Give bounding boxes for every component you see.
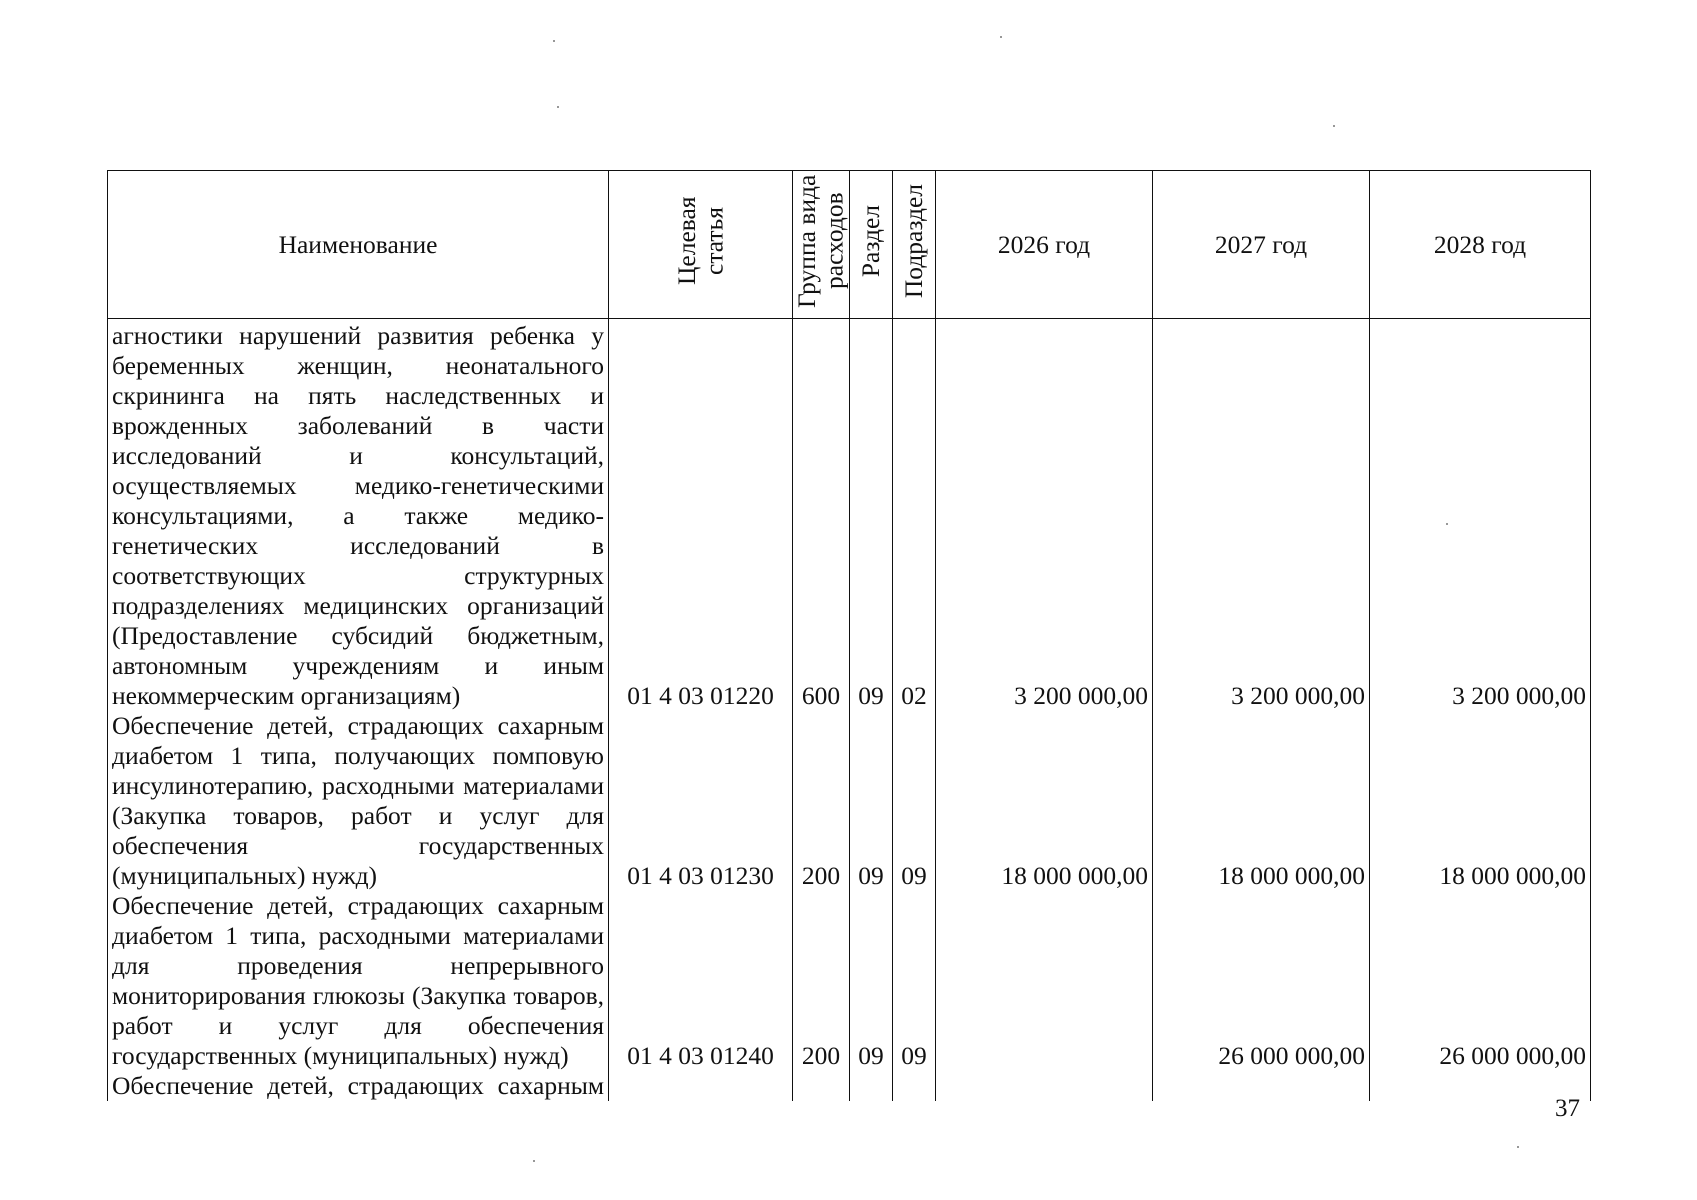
row-amount-2026: 3 200 000,00 <box>936 319 1153 712</box>
row-subsection: 09 <box>893 891 936 1071</box>
table-row <box>108 1071 1591 1101</box>
header-expense-group <box>793 171 850 319</box>
header-subsection-text: Подраздел <box>899 183 929 299</box>
row-subsection: 09 <box>893 711 936 891</box>
row-target-article: 01 4 03 01230 <box>609 711 793 891</box>
row-subsection <box>893 1071 936 1101</box>
row-section: 09 <box>850 891 893 1071</box>
header-2027: 2027 год <box>1153 171 1370 319</box>
header-2028: 2028 год <box>1370 171 1591 319</box>
scan-speck <box>533 1160 535 1162</box>
row-amount-2026 <box>936 891 1153 1071</box>
header-target-article <box>609 171 793 319</box>
scan-speck <box>1000 36 1002 38</box>
scan-speck <box>557 106 559 108</box>
row-section: 09 <box>850 711 893 891</box>
scan-speck <box>1517 1146 1519 1148</box>
header-expense-group-text: Группа вида расходов <box>792 174 849 308</box>
row-amount-2028: 26 000 000,00 <box>1370 891 1591 1071</box>
row-amount-2027: 26 000 000,00 <box>1153 891 1370 1071</box>
header-subsection <box>893 171 936 319</box>
row-name: Обеспечение детей, страдающих сахарным диабетом 1 типа, получающих помповую инсулинотерапию, расходными материалами (Закупка товаров, работ и услуг для обеспечения государственных (муниципальных) нужд) <box>108 711 609 891</box>
budget-table <box>107 170 1591 1101</box>
table-row <box>108 319 1591 712</box>
row-expense-group: 200 <box>793 711 850 891</box>
row-section <box>850 1071 893 1101</box>
row-amount-2028: 18 000 000,00 <box>1370 711 1591 891</box>
row-name: Обеспечение детей, страдающих сахарным диабетом 1 типа, расходными материалами для проведения непрерывного мониторирования глюкозы (Закупка товаров, работ и услуг для обеспечения государственных (муниципальных) нужд) <box>108 891 609 1071</box>
row-target-article: 01 4 03 01220 <box>609 319 793 712</box>
row-amount-2028: 3 200 000,00 <box>1370 319 1591 712</box>
scan-speck <box>1333 125 1335 127</box>
row-expense-group: 600 <box>793 319 850 712</box>
row-subsection: 02 <box>893 319 936 712</box>
header-name: Наименование <box>108 171 609 319</box>
row-amount-2027 <box>1153 1071 1370 1101</box>
header-2026: 2026 год <box>936 171 1153 319</box>
table-row <box>108 891 1591 1071</box>
row-target-article <box>609 1071 793 1101</box>
row-expense-group: 200 <box>793 891 850 1071</box>
scan-speck <box>1446 523 1448 525</box>
header-section-text: Раздел <box>856 204 886 278</box>
row-name: агностики нарушений развития ребенка у беременных женщин, неонатального скрининга на пять наследственных и врожденных заболеваний в части исследований и консультаций, осуществляемых медико-генетическими консультациями, а также медико-генетических исследований в соответствующих структурных подразделениях медицинских организаций (Предоставление субсидий бюджетным, автономным учреждениям и иным некоммерческим организациям) <box>108 319 609 712</box>
table-header-row <box>108 171 1591 319</box>
row-amount-2026: 18 000 000,00 <box>936 711 1153 891</box>
row-amount-2027: 18 000 000,00 <box>1153 711 1370 891</box>
table-row <box>108 711 1591 891</box>
page-number: 37 <box>1555 1095 1580 1122</box>
row-section: 09 <box>850 319 893 712</box>
row-name: Обеспечение детей, страдающих сахарным <box>108 1071 609 1101</box>
row-target-article: 01 4 03 01240 <box>609 891 793 1071</box>
row-expense-group <box>793 1071 850 1101</box>
header-section <box>850 171 893 319</box>
row-amount-2026 <box>936 1071 1153 1101</box>
row-amount-2027: 3 200 000,00 <box>1153 319 1370 712</box>
header-target-article-text: Целевая статья <box>671 196 729 286</box>
scan-speck <box>553 40 555 42</box>
